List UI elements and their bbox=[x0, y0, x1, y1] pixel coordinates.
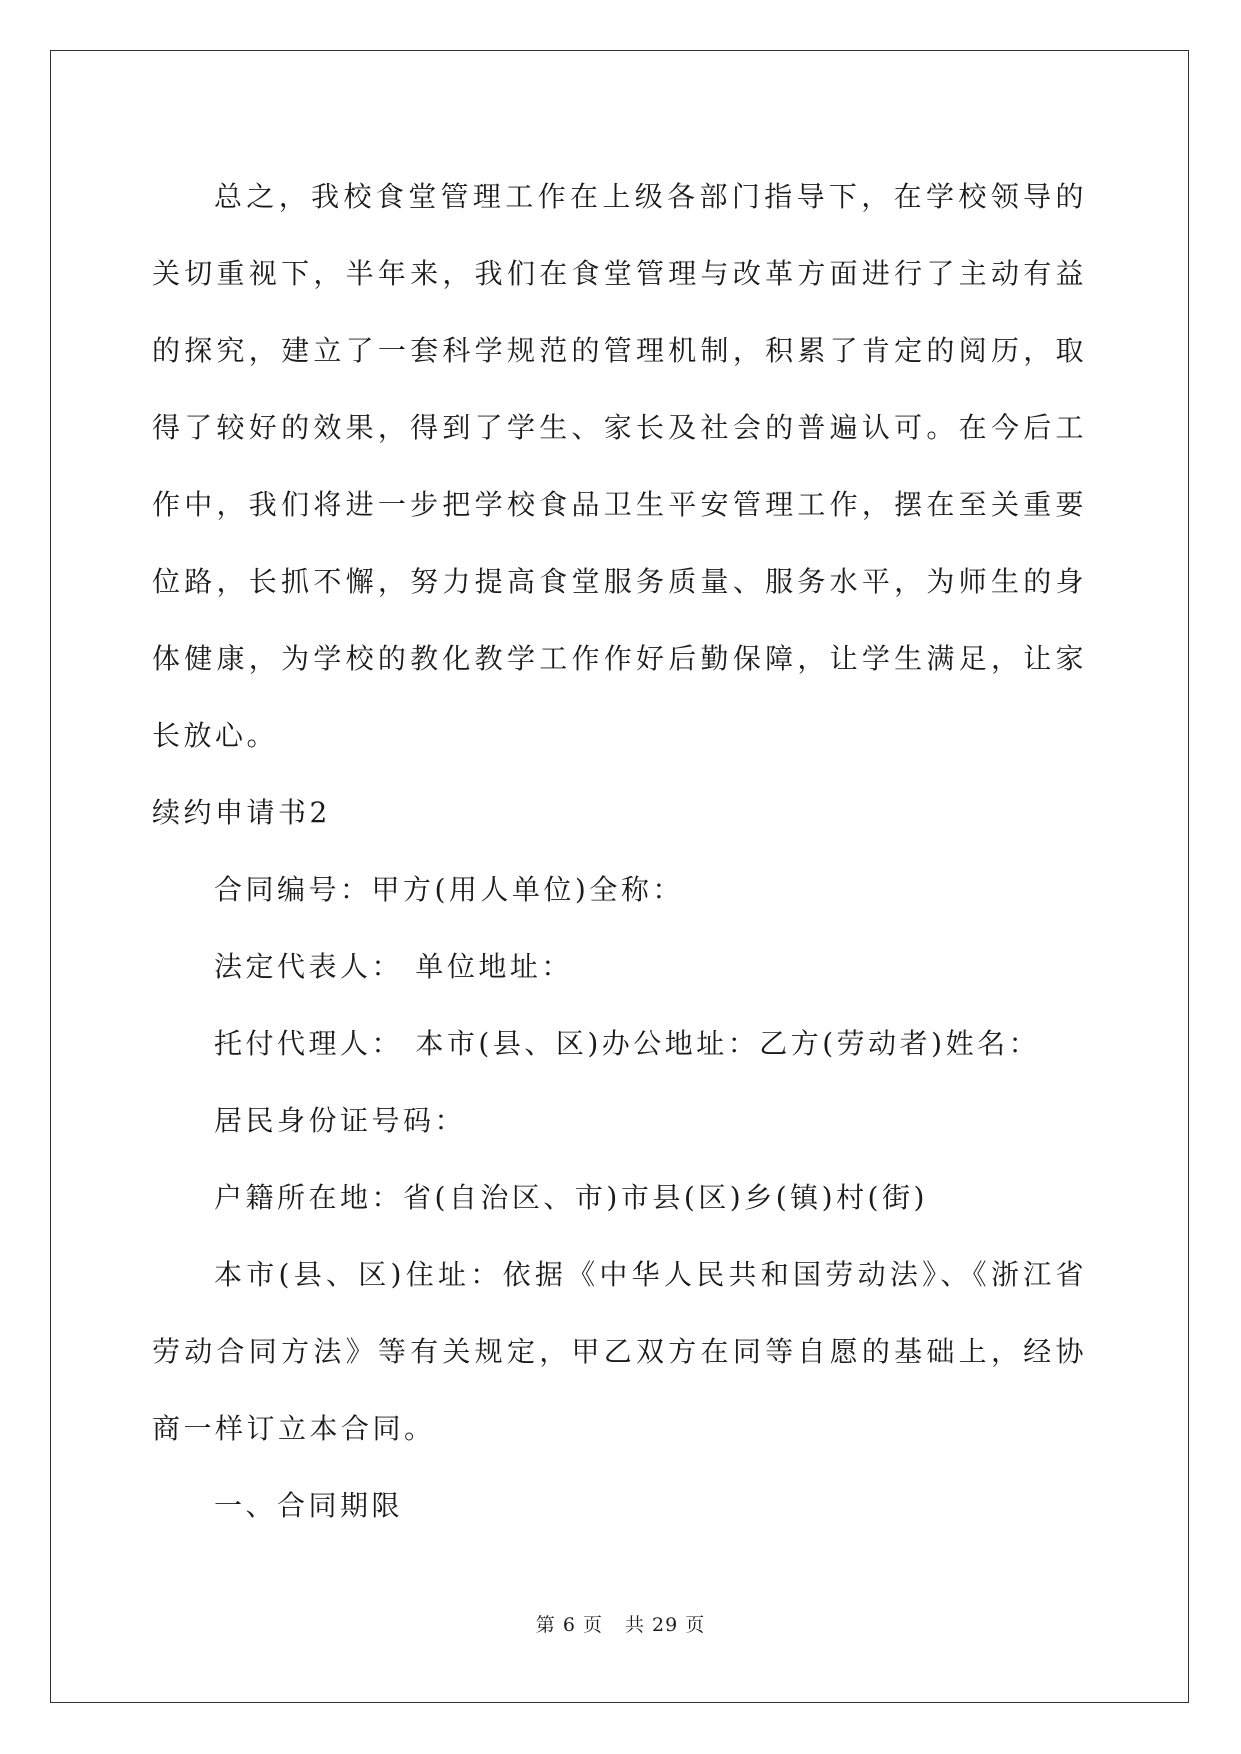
legal-representative-line: 法定代表人： 单位地址： bbox=[214, 950, 573, 983]
page-total: 共 29 页 bbox=[624, 1614, 706, 1636]
contract-term-heading: 一、合同期限 bbox=[214, 1489, 404, 1522]
page-footer bbox=[0, 1610, 1241, 1637]
section-heading: 续约申请书2 bbox=[152, 796, 331, 829]
agent-line: 托付代理人： 本市(县、区)办公地址：乙方(劳动者)姓名： bbox=[214, 1027, 1041, 1060]
id-number-line: 居民身份证号码： bbox=[214, 1104, 467, 1137]
paragraph-summary: 总之，我校食堂管理工作在上级各部门指导下，在学校领导的关切重视下，半年来，我们在食堂管理与改革方面进行了主动有益的探究，建立了一套科学规范的管理机制，积累了肯定的阅历，取得了较好的效果，得到了学生、家长及社会的普遍认可。在今后工作中，我们将进一步把学校食品卫生平安管理工作，摆在至关重要位路，长抓不懈，努力提高食堂服务质量、服务水平，为师生的身体健康，为学校的教化教学工作作好后勤保障，让学生满足，让家长放心。 bbox=[152, 180, 1087, 752]
address-basis-paragraph: 本市(县、区)住址：依据《中华人民共和国劳动法》、《浙江省劳动合同方法》等有关规定，甲乙双方在同等自愿的基础上，经协商一样订立本合同。 bbox=[152, 1258, 1087, 1445]
contract-number-line: 合同编号：甲方(用人单位)全称： bbox=[214, 873, 684, 906]
household-registration-line: 户籍所在地：省(自治区、市)市县(区)乡(镇)村(街) bbox=[214, 1181, 928, 1214]
document-body bbox=[152, 158, 1087, 1544]
page-number: 第 6 页 bbox=[535, 1614, 603, 1636]
